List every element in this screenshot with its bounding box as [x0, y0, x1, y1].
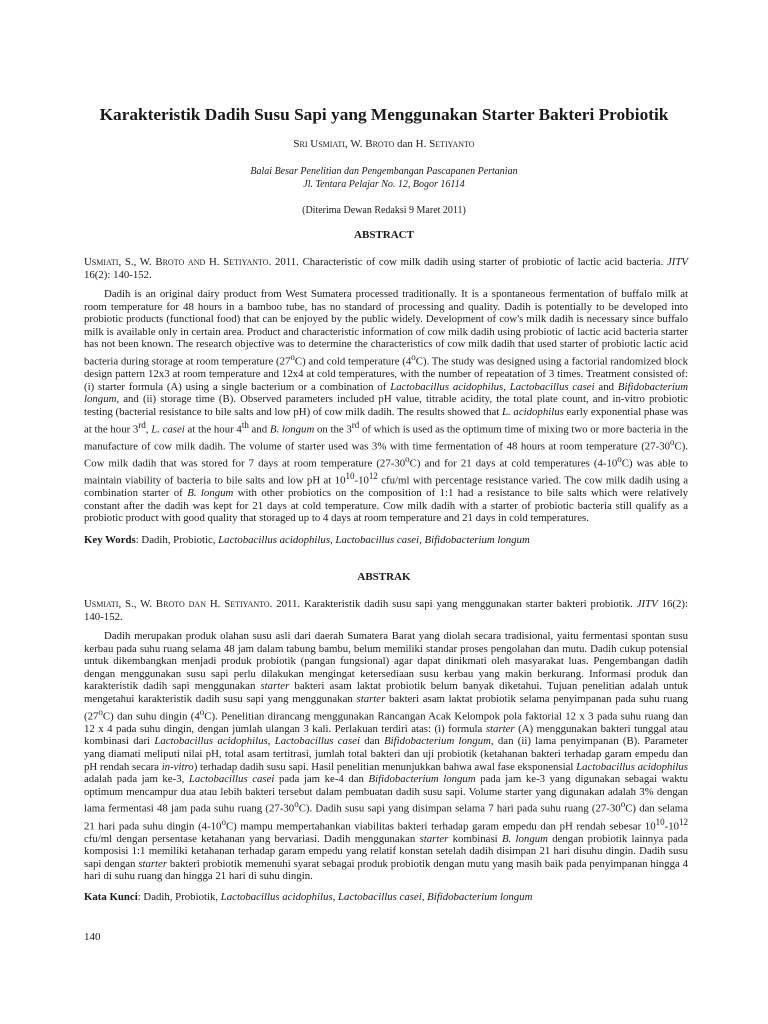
abstract-text: ,	[145, 423, 152, 436]
key-words	[84, 534, 688, 547]
abstract-text: -10	[354, 474, 369, 487]
superscript: o	[620, 799, 626, 810]
key-words-text: : Dadih, Probiotic,	[135, 534, 219, 546]
abstrak-text: bakteri asam laktat probiotik belum banyak diketahui. Tujuan penelitian adalah untuk mengetahui karakteristik dadih susu sapi yang menggunakan	[84, 680, 688, 705]
abstrak-text: C) dan selama 21 hari pada suhu dingin (4-10	[84, 802, 689, 833]
species-name: Lactobacillus casei	[188, 773, 275, 786]
abstrak-text: Dadih merupakan produk olahan susu asli dari daerah Sumatera Barat yang diolah secara tradisional, yaitu fermentasi spontan susu kerbau pada suhu ruang selama 48 jam dalam tabung bambu, belum memiliki standar proses pengolahan dan mutu. Dadih cukup potensial untuk dikembangkan menjadi produk probiotik (pangan fungsional) agar dapat dinikmati oleh masyarakat luas. Pengembangan dadih dengan menggunakan susu sapi perlu dilakukan mengingat ketersediaan susu kerbau yang makin berkurang. Informasi produk dan karakteristik dadih sapi menggunakan	[84, 630, 688, 693]
superscript: o	[294, 799, 299, 810]
citation-text: . 2011. Karakteristik dadih susu sapi yang menggunakan starter bakteri probiotik.	[269, 598, 637, 610]
species-name: Bifidobacterium longum,	[84, 380, 689, 406]
received-date: (Diterima Dewan Redaksi 9 Maret 2011)	[302, 205, 466, 216]
abstract-text: and (ii) storage time (B). Observed parameters included pH value, titrable acidity, the total plate count, and in-vitro probiotic testing (bacterial resistance to bile salts and low pH) of cow milk dadih. The results showed that	[84, 393, 688, 418]
abstrak-text: cfu/ml dengan persentase ketahanan yang bervariasi. Dadih menggunakan	[84, 832, 420, 845]
abstrak-text: pada jam ke-3 yang digunakan sebagai waktu optimum mencampur dua atau lebih bakteri tersebut dalam pembuatan dadih susu sapi. Volume starter yang digunakan adalah 3% dengan lama fermentasi 48 jam pada suhu ruang (27-30	[84, 773, 689, 815]
species-name: B. longum	[187, 487, 234, 500]
superscript: th	[241, 419, 249, 430]
abstrak-text: dengan probiotik lainnya pada komposisi 1:1 memiliki ketahanan terhadap garam empedu yang relatif konstan setelah dadih disimpan 21 hari disuhu dingin. Dadih susu sapi dengan	[84, 832, 688, 870]
species-name: Lactobacillus acidophilus	[576, 760, 689, 773]
affiliation-address: Jl. Tentara Pelajar No. 12, Bogor 16114	[303, 179, 465, 190]
italic-term: starter	[485, 722, 515, 735]
superscript: rd	[138, 419, 146, 430]
abstrak-text: bakteri probiotik memenuhi syarat sebagai produk probiotik dengan mutu yang masih baik pada penyimpanan hingga 4 hari di suhu ruang dan hingga 21 hari di suhu dingin.	[84, 857, 688, 883]
superscript: rd	[351, 419, 360, 430]
abstrak-text: (A) menggunakan bakteri tunggal atau kombinasi dari	[84, 722, 688, 748]
superscript: o	[290, 351, 295, 362]
key-words-label: Key Words	[84, 534, 136, 546]
article-title: Karakteristik Dadih Susu Sapi yang Menggunakan Starter Bakteri Probiotik	[99, 105, 669, 124]
citation-text: . 2011. Characteristic of cow milk dadih using starter of probiotic of lactic acid bacteria.	[268, 256, 668, 268]
abstrak-text: dan (ii) lama penyimpanan (B). Parameter yang diamati meliputi nilai pH, total asam tertitrasi, jumlah total bakteri dan uji probiotik (ketahanan bakteri terhadap garam empedu dan pH rendah secara	[84, 735, 688, 773]
abstrak-heading: ABSTRAK	[357, 571, 411, 583]
abstract-text: and	[594, 380, 618, 393]
abstrak-text: -10	[664, 820, 679, 833]
affiliation	[60, 165, 708, 191]
abstrak-text: pada jam ke-4 dan	[274, 773, 369, 786]
author-name: W. Broto	[350, 138, 395, 150]
species-name: Lactobacillus acidophilus, Lactobacillus casei	[154, 735, 360, 748]
author-name: Sri Usmiati	[293, 138, 345, 150]
abstrak-citation	[84, 598, 688, 623]
citation-ref: 16(2): 140-152.	[84, 598, 688, 623]
superscript: o	[670, 436, 675, 447]
author-separator: ,	[344, 138, 351, 150]
kata-kunci-label: Kata Kunci	[84, 891, 138, 903]
author-name: H. Setiyanto	[415, 138, 475, 150]
superscript: 10	[345, 471, 355, 482]
superscript: 12	[679, 816, 688, 827]
abstract-text: cfu/ml with percentage resistance varied. The cow milk dadih using a combination starter of	[84, 474, 688, 500]
superscript: o	[405, 453, 410, 464]
abstrak-text: kombinasi	[448, 832, 502, 845]
abstract-heading: ABSTRACT	[354, 229, 414, 241]
abstrak-text: adalah pada jam ke-3,	[84, 773, 189, 786]
abstrak-body	[84, 630, 688, 883]
superscript: o	[221, 816, 226, 827]
abstrak-text: C) mampu mempertahankan viabilitas bakteri terhadap garam empedu dan pH rendah sebesar 10	[225, 820, 656, 833]
abstrak-text: C). Dadih susu sapi yang disimpan selama 7 hari pada suhu ruang (27-30	[298, 802, 621, 815]
abstrak-text: ) terhadap dadih susu sapi. Hasil penelitian menunjukkan bahwa awal fase eksponensial	[193, 760, 577, 773]
citation-ref: 16(2): 140-152.	[84, 268, 152, 281]
species-name: Bifidobacterium longum,	[384, 735, 494, 748]
citation-authors: Usmiati, S., W. Broto and H. Setiyanto	[84, 256, 269, 268]
italic-term: starter	[419, 832, 449, 845]
species-name: Bifidobacterium longum	[368, 773, 476, 786]
species-name: Lactobacillus acidophilus, Lactobacillus casei	[390, 380, 595, 393]
species-name: L. casei	[151, 423, 185, 436]
abstract-text: Dadih is an original dairy product from West Sumatera processed traditionally. It is a spontaneous fermentation of buffalo milk at room temperature for 48 hours in a bamboo tube, has no standard of processing and quality. Dadih is potentially to be developed into probiotic products (functional food) that can be enjoyed by the public widely. Development of cow's milk dadih is necessary since buffalo milk is available only in certain area. Product and characteristic information of cow milk dadih using probiotic of lactic acid bacteria starter has not been known. The research objective was to determine the characteristics of cow milk dadih that used starter of probiotic lactic acid bacteria during storage at room temperature (27	[84, 288, 688, 368]
key-words-species: Lactobacillus acidophilus, Lactobacillus casei, Bifidobacterium longum	[218, 534, 530, 546]
abstrak-text: dan	[359, 735, 385, 748]
species-name: B. longum	[501, 832, 548, 845]
italic-term: starter	[260, 680, 290, 693]
italic-term: starter	[356, 692, 386, 705]
kata-kunci-species: Lactobacillus acidophilus, Lactobacillus casei, Bifidobacterium longum	[220, 891, 533, 903]
page-number: 140	[84, 931, 101, 943]
kata-kunci-text: : Dadih, Probiotik,	[137, 891, 221, 903]
abstract-text: C) and for 21 days at cold temperatures (4-10	[409, 457, 618, 470]
species-name: B. longum	[269, 423, 315, 436]
citation-authors: Usmiati, S., W. Broto dan H. Setiyanto	[84, 598, 270, 610]
abstrak-text: C) dan suhu dingin (4	[102, 710, 200, 723]
citation-journal: JITV	[636, 598, 658, 610]
abstract-text: and	[248, 423, 270, 436]
author-line	[60, 137, 708, 151]
kata-kunci	[84, 891, 688, 904]
abstract-text: C) was able to maintain viability of bacteria to bile salts and low pH at 10	[84, 457, 688, 487]
abstract-text: with other probiotics on the composition of 1:1 had a resistance to bile salts which were relatively constant after the dadih was kept for 21 days at cold temperature. Cow milk dadih with a starter of probiotic bacteria still qualify as a probiotic product with good quality that storaged up to 4 days at room temperature and 21 days in cold temperatures.	[84, 487, 688, 525]
superscript: 12	[368, 471, 378, 482]
abstrak-text: C). Penelitian dirancang menggunakan Rancangan Acak Kelompok pola faktorial 12 x 3 pada suhu ruang dan 12 x 4 pada suhu dingin, dengan jumlah ulangan 3 kali. Perlakuan terdiri atas: (i) formula	[84, 710, 688, 735]
citation-journal: JITV	[667, 256, 689, 268]
species-name: L. acidophilus	[502, 405, 564, 418]
superscript: o	[617, 453, 622, 464]
superscript: o	[98, 706, 103, 717]
abstract-text: early exponential phase was at the hour 3	[84, 405, 688, 436]
author-separator: dan	[394, 138, 416, 150]
abstract-text: on the 3	[314, 423, 352, 436]
abstrak-text: bakteri asam laktat probiotik selama penyimpanan pada suhu ruang (27	[84, 692, 688, 723]
abstract-text: of which is used as the optimum time of mixing two or more bacteria in the manufacture of cow milk dadih. The volume of starter used was 3% with time fermentation of 48 hours at room temperature (27-30	[84, 423, 689, 453]
abstract-citation	[84, 256, 688, 281]
abstract-body	[84, 288, 688, 525]
abstract-text: C). The study was designed using a factorial randomized block design pattern 12x3 at room temperature and 12x4 at cold temperatures, with the number of repeatation of 3 times. Treatment consisted of: (i) starter formula (A) using a single bacterium or a combination of	[84, 355, 688, 393]
superscript: o	[199, 706, 205, 717]
italic-term: starter	[138, 857, 168, 870]
superscript: 10	[655, 816, 665, 827]
superscript: o	[411, 351, 416, 362]
affiliation-institution: Balai Besar Penelitian dan Pengembangan Pascapanen Pertanian	[250, 166, 518, 177]
abstract-text: C). Cow milk dadih that was stored for 7 days at room temperature (27-30	[84, 440, 688, 470]
italic-term: in-vitro	[161, 760, 194, 773]
abstract-text: C) and cold temperature (4	[294, 355, 412, 368]
abstract-text: at the hour 4	[184, 423, 242, 436]
